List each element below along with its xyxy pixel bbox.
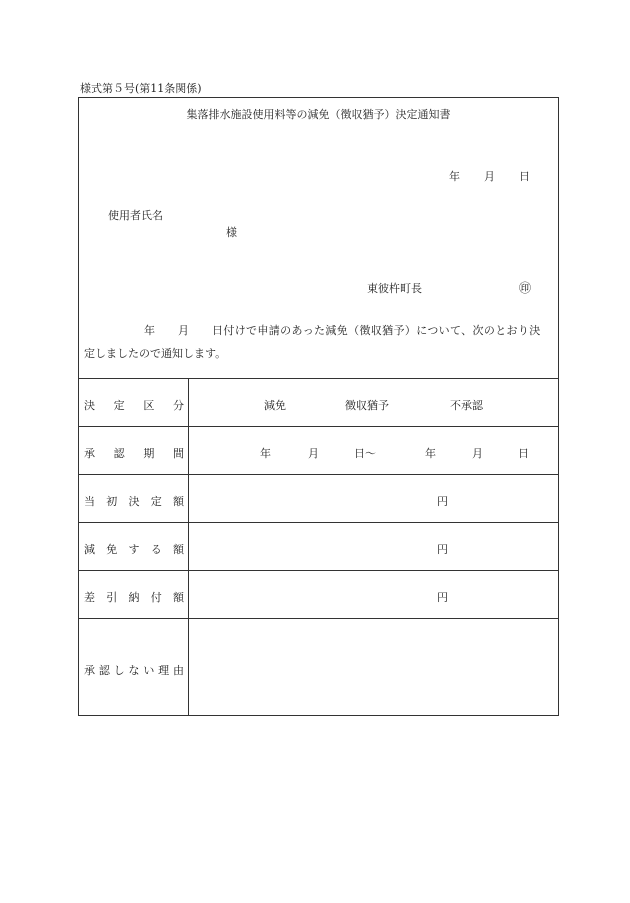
table-top-border — [78, 378, 559, 379]
period-from-day: 日～ — [354, 447, 376, 460]
period-to-month: 月 — [472, 447, 483, 460]
reduction-amount-unit: 円 — [437, 543, 448, 556]
seal-mark: ㊞ — [519, 281, 532, 295]
option-reduction: 減免 — [264, 399, 286, 412]
period-from-year: 年 — [260, 447, 271, 460]
form-number-label: 様式第５号(第11条関係) — [80, 82, 202, 95]
table-row-divider — [78, 474, 559, 475]
net-amount-unit: 円 — [437, 591, 448, 604]
period-label: 承 認 期 間 — [84, 447, 184, 460]
period-to-year: 年 — [425, 447, 436, 460]
date-year: 年 — [449, 170, 460, 183]
table-row-divider — [78, 426, 559, 427]
decision-label: 決 定 区 分 — [84, 399, 184, 412]
period-to-day: 日 — [518, 447, 529, 460]
reduction-amount-label: 減 免 す る 額 — [84, 543, 184, 556]
body-month: 月 — [178, 324, 189, 337]
reason-label: 承 認 し な い 理 由 — [84, 664, 184, 677]
initial-amount-unit: 円 — [437, 495, 448, 508]
net-amount-label: 差 引 納 付 額 — [84, 591, 184, 604]
body-line2: 定しましたので通知します。 — [84, 347, 227, 360]
document-title: 集落排水施設使用料等の減免（徴収猶予）決定通知書 — [186, 108, 451, 121]
user-name-label: 使用者氏名 — [108, 209, 163, 222]
table-column-divider — [188, 378, 189, 716]
option-rejected: 不承認 — [450, 399, 483, 412]
honorific: 様 — [226, 226, 237, 239]
option-deferral: 徴収猶予 — [345, 399, 389, 412]
table-row-divider — [78, 618, 559, 619]
body-line1: 日付けで申請のあった減免（徴収猶予）について、次のとおり決 — [212, 324, 541, 337]
issuer-name: 東彼杵町長 — [367, 282, 422, 295]
initial-amount-label: 当 初 決 定 額 — [84, 495, 184, 508]
body-year: 年 — [144, 324, 155, 337]
date-month: 月 — [484, 170, 495, 183]
table-row-divider — [78, 522, 559, 523]
date-day: 日 — [519, 170, 530, 183]
period-from-month: 月 — [308, 447, 319, 460]
table-row-divider — [78, 570, 559, 571]
